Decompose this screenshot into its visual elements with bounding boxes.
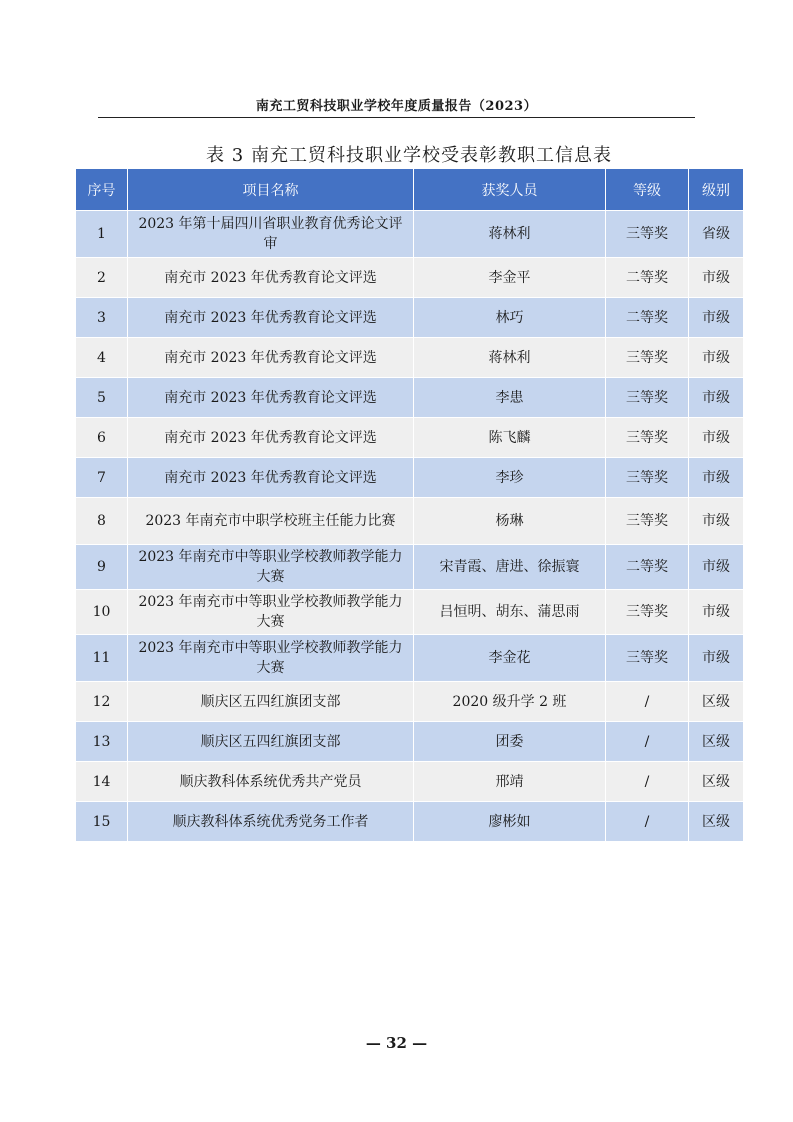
cell-grade: / [606,722,689,762]
header-divider [98,117,695,118]
cell-no: 8 [76,498,128,545]
cell-people: 蒋林利 [414,338,606,378]
table-row [76,458,744,498]
table-row [76,298,744,338]
table-row [76,762,744,802]
cell-people: 吕恒明、胡东、蒲思雨 [414,590,606,635]
cell-project: 南充市 2023 年优秀教育论文评选 [128,378,414,418]
table-row [76,258,744,298]
cell-people: 李珍 [414,458,606,498]
cell-grade: 三等奖 [606,378,689,418]
cell-level: 市级 [689,545,744,590]
cell-grade: 三等奖 [606,635,689,682]
cell-level: 市级 [689,590,744,635]
cell-project: 南充市 2023 年优秀教育论文评选 [128,458,414,498]
cell-grade: 三等奖 [606,338,689,378]
cell-grade: 二等奖 [606,545,689,590]
cell-level: 市级 [689,298,744,338]
cell-grade: / [606,682,689,722]
cell-grade: / [606,762,689,802]
cell-project: 南充市 2023 年优秀教育论文评选 [128,418,414,458]
cell-grade: 三等奖 [606,458,689,498]
cell-no: 5 [76,378,128,418]
column-header-project: 项目名称 [128,169,414,211]
cell-project: 南充市 2023 年优秀教育论文评选 [128,298,414,338]
column-header-no: 序号 [76,169,128,211]
cell-level: 市级 [689,258,744,298]
column-header-grade: 等级 [606,169,689,211]
cell-grade: 三等奖 [606,418,689,458]
cell-people: 宋青霞、唐进、徐振寰 [414,545,606,590]
table-caption: 表 3 南充工贸科技职业学校受表彰教职工信息表 [206,145,612,166]
cell-people: 杨琳 [414,498,606,545]
cell-project: 顺庆区五四红旗团支部 [128,682,414,722]
cell-grade: 三等奖 [606,590,689,635]
cell-grade: 二等奖 [606,298,689,338]
cell-people: 团委 [414,722,606,762]
cell-project: 2023 年南充市中等职业学校教师教学能力大赛 [128,635,414,682]
cell-grade: 三等奖 [606,498,689,545]
report-header-title: 南充工贸科技职业学校年度质量报告（2023） [255,99,538,114]
cell-level: 区级 [689,762,744,802]
cell-no: 3 [76,298,128,338]
cell-project: 2023 年南充市中职学校班主任能力比赛 [128,498,414,545]
cell-people: 林巧 [414,298,606,338]
cell-project: 2023 年南充市中等职业学校教师教学能力大赛 [128,590,414,635]
cell-level: 市级 [689,635,744,682]
cell-people: 邢靖 [414,762,606,802]
cell-no: 10 [76,590,128,635]
cell-grade: 三等奖 [606,211,689,258]
cell-no: 7 [76,458,128,498]
cell-level: 区级 [689,802,744,842]
column-header-level: 级别 [689,169,744,211]
table-row [76,590,744,635]
page-number: — 32 — [365,1034,428,1052]
cell-project: 南充市 2023 年优秀教育论文评选 [128,258,414,298]
cell-people: 2020 级升学 2 班 [414,682,606,722]
cell-people: 李金平 [414,258,606,298]
cell-no: 14 [76,762,128,802]
cell-people: 蒋林利 [414,211,606,258]
cell-no: 9 [76,545,128,590]
table-row [76,338,744,378]
table-row [76,378,744,418]
cell-project: 顺庆教科体系统优秀共产党员 [128,762,414,802]
cell-project: 2023 年第十届四川省职业教育优秀论文评审 [128,211,414,258]
table-row [76,682,744,722]
cell-level: 省级 [689,211,744,258]
cell-no: 1 [76,211,128,258]
table-row [76,635,744,682]
cell-level: 市级 [689,338,744,378]
column-header-people: 获奖人员 [414,169,606,211]
cell-no: 2 [76,258,128,298]
cell-people: 廖彬如 [414,802,606,842]
cell-no: 13 [76,722,128,762]
cell-grade: 二等奖 [606,258,689,298]
cell-people: 陈飞麟 [414,418,606,458]
table-row [76,498,744,545]
cell-level: 市级 [689,378,744,418]
table-row [76,722,744,762]
cell-project: 顺庆教科体系统优秀党务工作者 [128,802,414,842]
cell-people: 李金花 [414,635,606,682]
awards-table [75,168,744,842]
cell-no: 11 [76,635,128,682]
cell-grade: / [606,802,689,842]
cell-no: 12 [76,682,128,722]
cell-level: 市级 [689,418,744,458]
cell-project: 2023 年南充市中等职业学校教师教学能力大赛 [128,545,414,590]
cell-level: 区级 [689,722,744,762]
cell-no: 4 [76,338,128,378]
table-row [76,211,744,258]
table-row [76,802,744,842]
table-row [76,418,744,458]
cell-level: 市级 [689,498,744,545]
table-header-row [76,169,744,211]
cell-level: 区级 [689,682,744,722]
cell-no: 6 [76,418,128,458]
cell-level: 市级 [689,458,744,498]
cell-project: 南充市 2023 年优秀教育论文评选 [128,338,414,378]
table-row [76,545,744,590]
cell-people: 李患 [414,378,606,418]
cell-project: 顺庆区五四红旗团支部 [128,722,414,762]
cell-no: 15 [76,802,128,842]
